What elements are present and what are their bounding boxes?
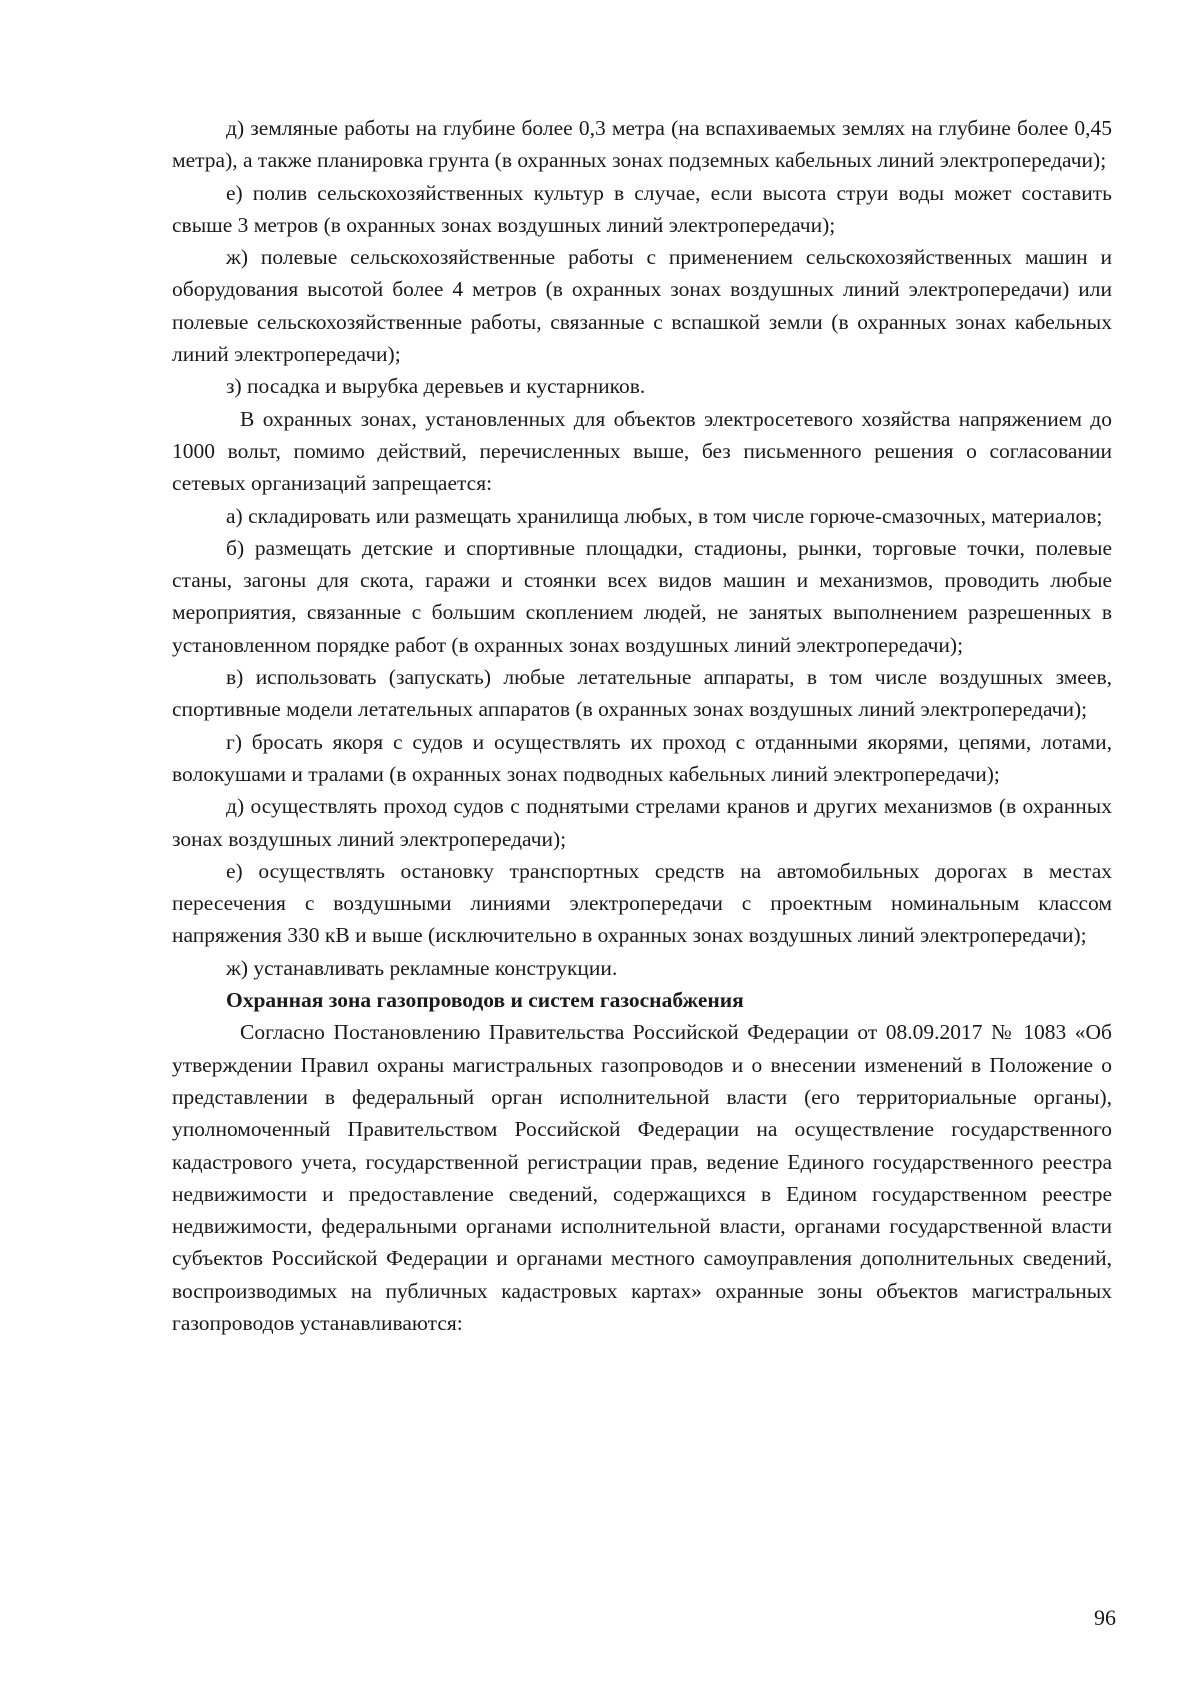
section-heading: Охранная зона газопроводов и систем газоснабжения: [226, 988, 744, 1013]
paragraph-gas-pipeline-regulation: Согласно Постановлению Правительства Российской Федерации от 08.09.2017 № 1083 «Об утверждении Правил охраны магистральных газопроводов и о внесении изменений в Положение о представлении в федеральный орган исполнительной власти (его территориальные органы), уполномоченный Правительством Российской Федерации на осуществление государственного кадастрового учета, государственной регистрации прав, ведение Единого государственного реестра недвижимости и предоставление сведений, содержащихся в Едином государственном реестре недвижимости, федеральными органами исполнительной власти, органами государственной власти субъектов Российской Федерации и органами местного самоуправления дополнительных сведений, воспроизводимых на публичных кадастровых картах» охранные зоны объектов магистральных газопроводов устанавливаются:: [172, 1020, 1112, 1335]
paragraph-item-zh2: ж) устанавливать рекламные конструкции.: [226, 955, 618, 980]
paragraph-item-g: г) бросать якоря с судов и осуществлять их проход с отданными якорями, цепями, лотами, волокушами и тралами (в охранных зонах подводных кабельных линий электропередачи);: [172, 729, 1112, 786]
paragraph-item-b: б) размещать детские и спортивные площадки, стадионы, рынки, торговые точки, полевые станы, загоны для скота, гаражи и стоянки всех видов машин и механизмов, проводить любые мероприятия, связанные с большим скоплением людей, не занятых выполнением разрешенных в установленном порядке работ (в охранных зонах воздушных линий электропередачи);: [172, 535, 1112, 657]
paragraph-item-z: з) посадка и вырубка деревьев и кустарников.: [226, 374, 646, 399]
paragraph-restrictions-intro: В охранных зонах, установленных для объектов электросетевого хозяйства напряжением до 1000 вольт, помимо действий, перечисленных выше, без письменного решения о согласовании сетевых организаций запрещается:: [172, 406, 1112, 496]
paragraph-item-a: а) складировать или размещать хранилища любых, в том числе горюче-смазочных, материалов;: [226, 503, 1103, 528]
document-body: [172, 112, 1112, 1339]
paragraph-item-e2: е) осуществлять остановку транспортных средств на автомобильных дорогах в местах пересечения с воздушными линиями электропередачи с проектным номинальным классом напряжения 330 кВ и выше (исключительно в охранных зонах воздушных линий электропередачи);: [172, 858, 1112, 948]
paragraph-item-d2: д) осуществлять проход судов с поднятыми стрелами кранов и других механизмов (в охранных зонах воздушных линий электропередачи);: [172, 794, 1112, 851]
page-number: 96: [1094, 1605, 1116, 1630]
paragraph-item-e: е) полив сельскохозяйственных культур в случае, если высота струи воды может составить свыше 3 метров (в охранных зонах воздушных линий электропередачи);: [172, 180, 1112, 237]
paragraph-item-v: в) использовать (запускать) любые летательные аппараты, в том числе воздушных змеев, спортивные модели летательных аппаратов (в охранных зонах воздушных линий электропередачи);: [172, 665, 1112, 722]
paragraph-item-d: д) земляные работы на глубине более 0,3 метра (на вспахиваемых землях на глубине более 0,45 метра), а также планировка грунта (в охранных зонах подземных кабельных линий электропередачи);: [172, 116, 1112, 173]
paragraph-item-zh: ж) полевые сельскохозяйственные работы с применением сельскохозяйственных машин и оборудования высотой более 4 метров (в охранных зонах воздушных линий электропередачи) или полевые сельскохозяйственные работы, связанные с вспашкой земли (в охранных зонах кабельных линий электропередачи);: [172, 245, 1112, 367]
